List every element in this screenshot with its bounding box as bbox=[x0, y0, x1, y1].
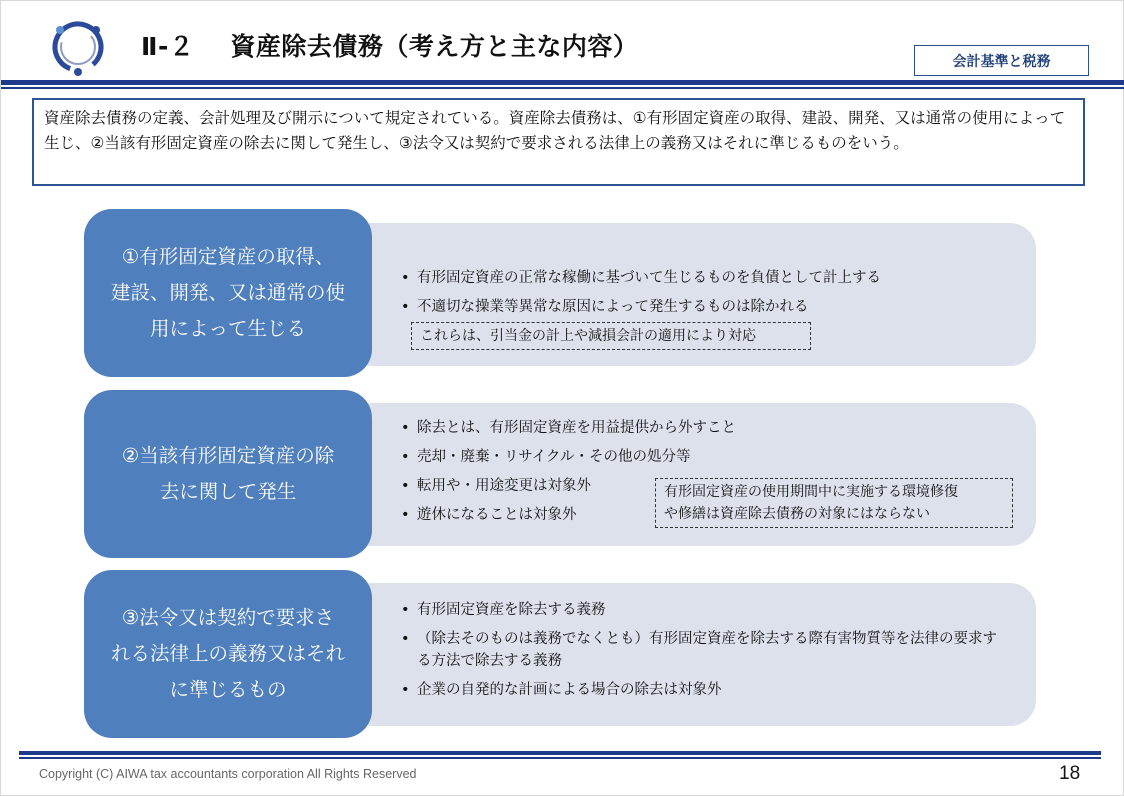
row-3-heading bbox=[84, 570, 372, 738]
row-1-heading-line: 用によって生じる bbox=[149, 317, 306, 340]
row-2-note-line: や修繕は資産除去債務の対象にはならない bbox=[664, 506, 930, 522]
row-2-heading-line: ②当該有形固定資産の除 bbox=[121, 444, 335, 467]
bullet-item: • 転用や・用途変更は対象外 bbox=[401, 475, 736, 497]
row-2-note bbox=[655, 478, 1013, 528]
bullet-item: • 有形固定資産を除去する義務 bbox=[401, 599, 1001, 621]
bullet-item: • （除去そのものは義務でなくとも）有形固定資産を除去する際有害物質等を法律の要求する方法で除去する義務 bbox=[401, 628, 1001, 672]
header-rule bbox=[1, 80, 1124, 85]
row-1-heading-line: 建設、開発、又は通常の使 bbox=[110, 281, 345, 304]
row-3-heading-line: ③法令又は契約で要求さ bbox=[121, 606, 335, 629]
bullet-item: • 不適切な操業等異常な原因によって発生するものは除かれる bbox=[401, 296, 881, 318]
row-2-heading-line: 去に関して発生 bbox=[159, 480, 297, 503]
footer-rule bbox=[19, 751, 1101, 755]
section-number: Ⅱ-２ bbox=[141, 32, 195, 61]
row-1-heading bbox=[84, 209, 372, 377]
company-logo-icon bbox=[47, 16, 109, 78]
bullet-item: • 売却・廃棄・リサイクル・その他の処分等 bbox=[401, 446, 736, 468]
row-3-heading-line: に準じるもの bbox=[169, 678, 287, 701]
bullet-item: • 有形固定資産の正常な稼働に基づいて生じるものを負債として計上する bbox=[401, 267, 881, 289]
header-rule-thin bbox=[1, 87, 1124, 89]
row-1-bullets bbox=[401, 267, 881, 325]
row-2-heading bbox=[84, 390, 372, 558]
page-title bbox=[141, 27, 638, 63]
definition-box: 資産除去債務の定義、会計処理及び開示について規定されている。資産除去債務は、①有形固定資産の取得、建設、開発、又は通常の使用によって生じ、②当該有形固定資産の除去に関して発生し、③法令又は契約で要求される法律上の義務又はそれに準じるものをいう。 bbox=[32, 98, 1085, 186]
row-1-heading-line: ①有形固定資産の取得、 bbox=[121, 245, 335, 268]
row-3-bullets bbox=[401, 599, 1001, 708]
row-3-heading-line: れる法律上の義務又はそれ bbox=[110, 642, 345, 665]
category-badge: 会計基準と税務 bbox=[914, 45, 1089, 76]
bullet-item: • 企業の自発的な計画による場合の除去は対象外 bbox=[401, 679, 1001, 701]
page-number: 18 bbox=[1059, 763, 1081, 784]
bullet-item: • 遊休になることは対象外 bbox=[401, 504, 736, 526]
footer-rule-thin bbox=[19, 757, 1101, 759]
bullet-item: • 除去とは、有形固定資産を用益提供から外すこと bbox=[401, 417, 736, 439]
title-text: 資産除去債務（考え方と主な内容） bbox=[230, 32, 639, 61]
copyright-text: Copyright (C) AIWA tax accountants corporation All Rights Reserved bbox=[39, 767, 417, 781]
row-1-note: これらは、引当金の計上や減損会計の適用により対応 bbox=[411, 322, 811, 350]
row-2-note-line: 有形固定資産の使用期間中に実施する環境修復 bbox=[664, 484, 958, 500]
